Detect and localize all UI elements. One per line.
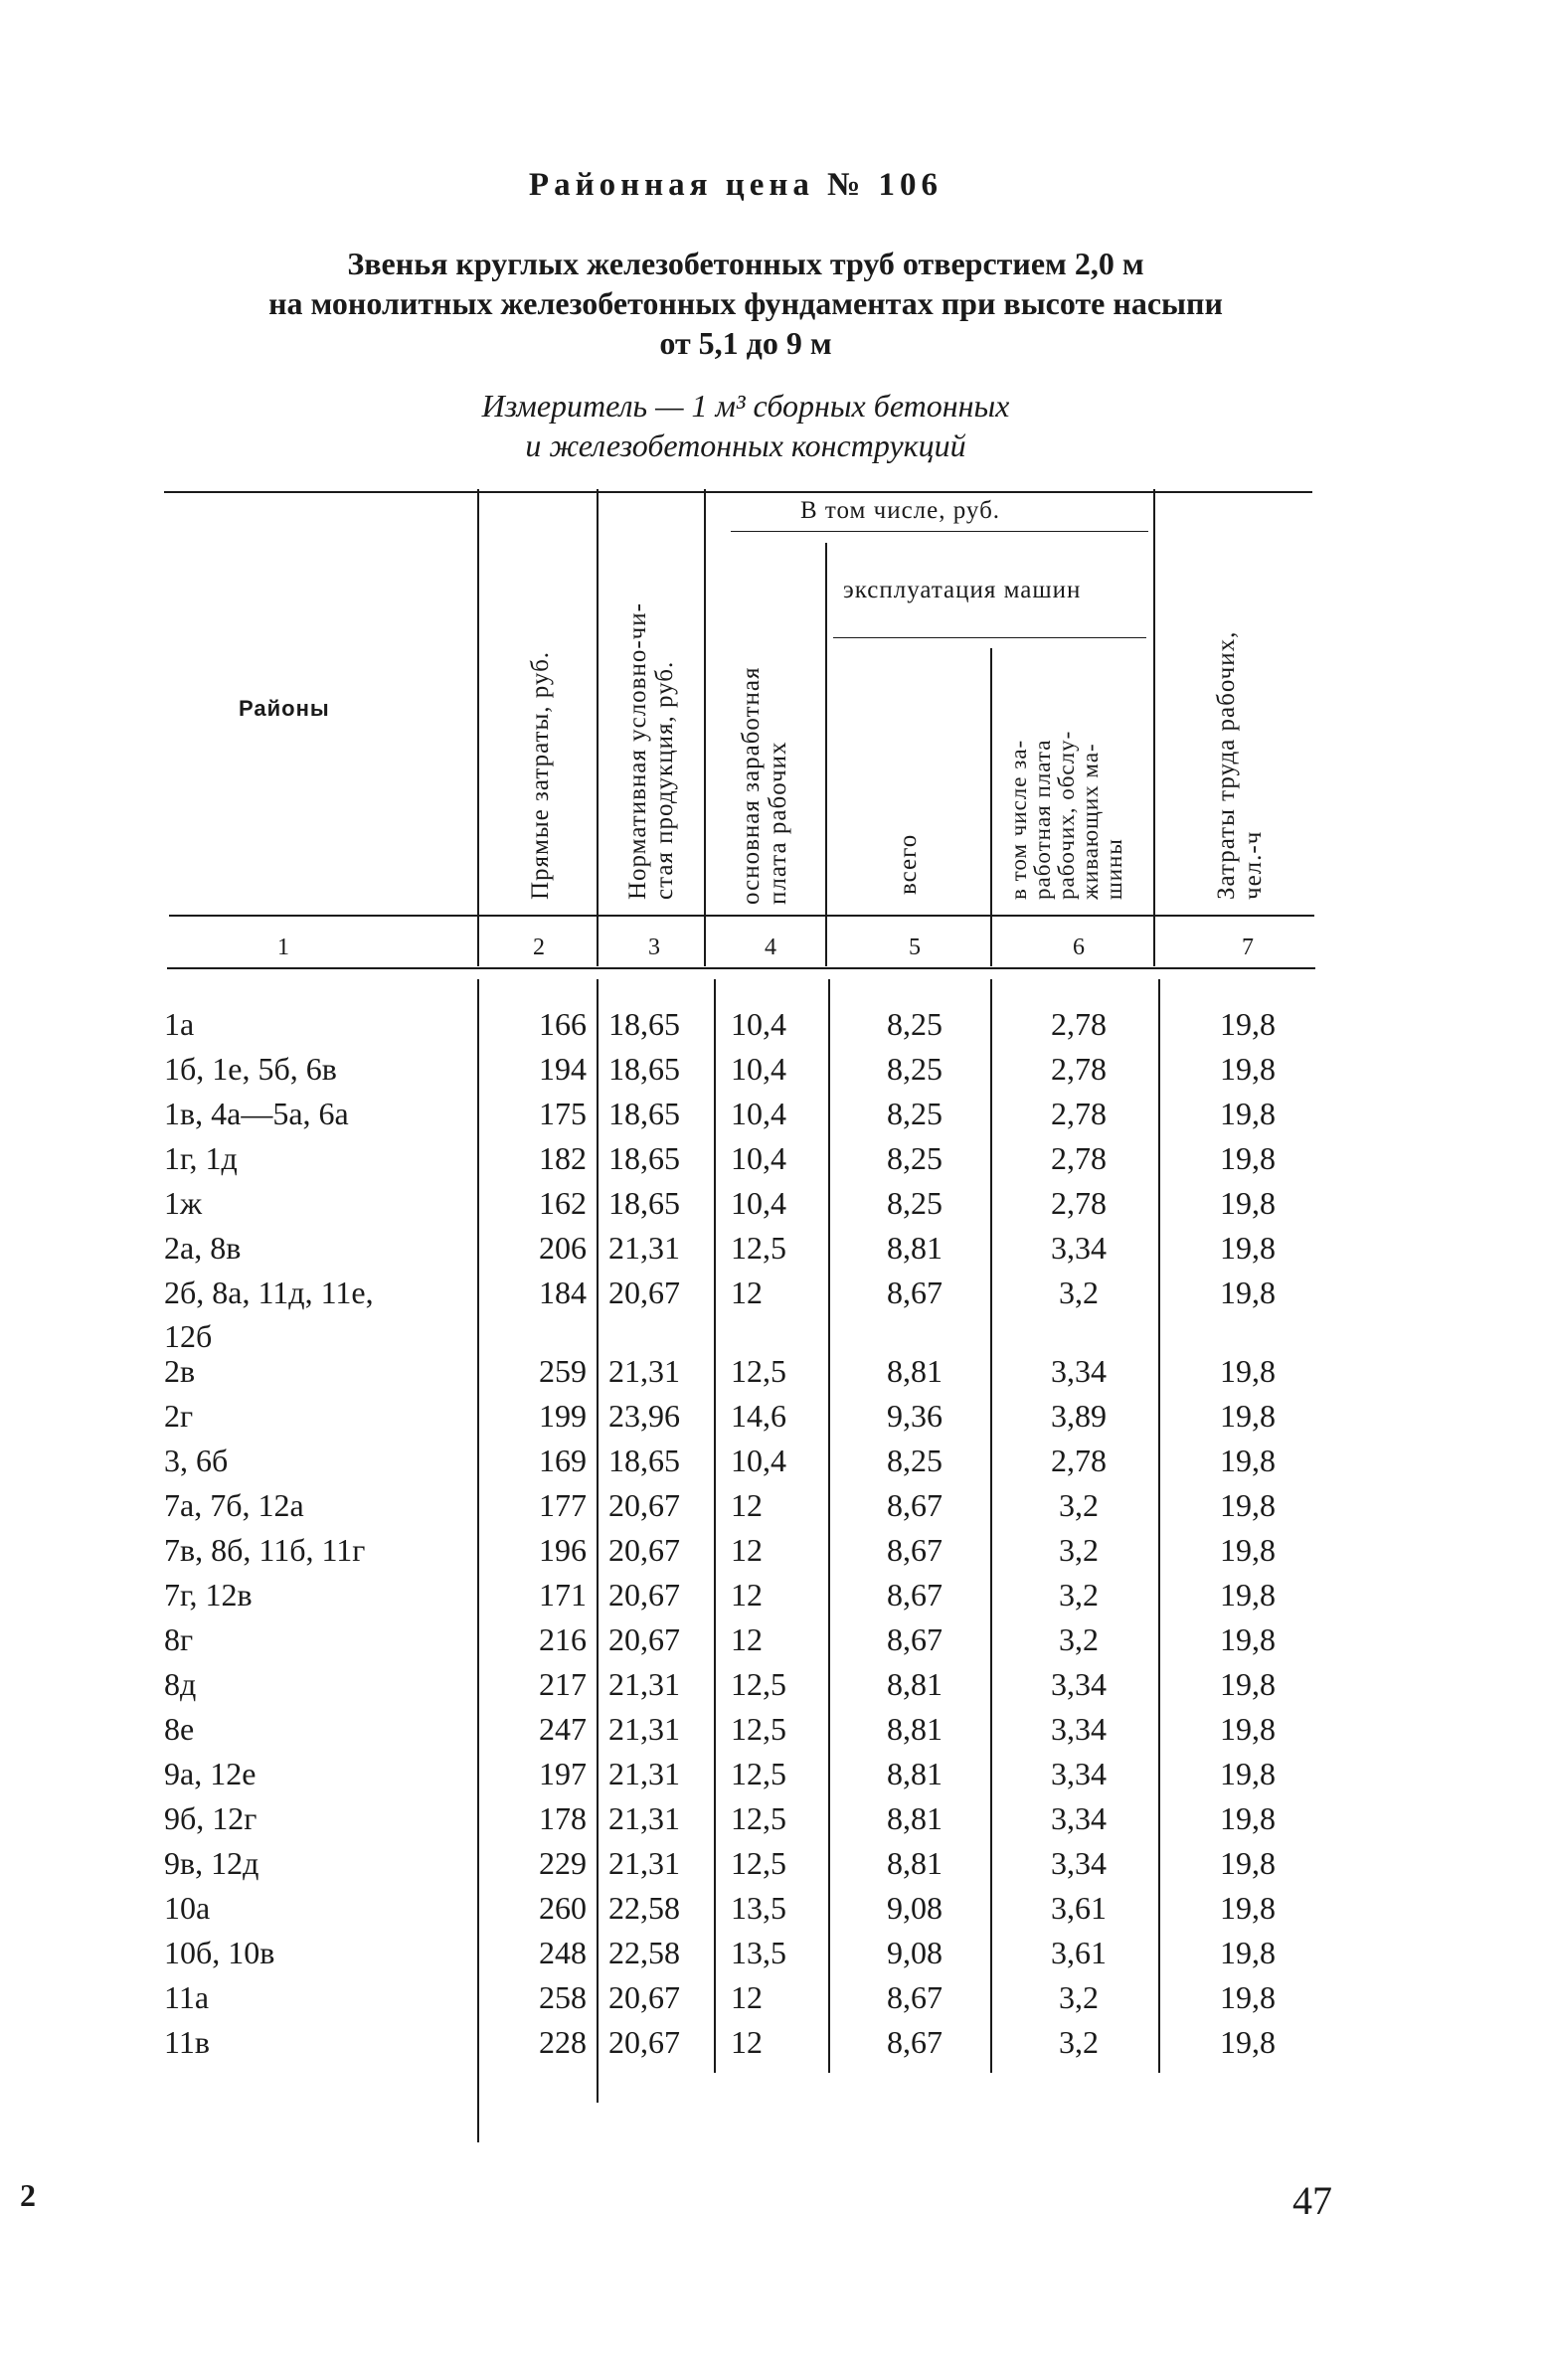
cell-base-wage: 10,4	[731, 1443, 786, 1478]
cell-region: 11а	[164, 1979, 210, 2015]
cell-labor: 19,8	[1220, 1398, 1276, 1434]
cell-region: 1б, 1е, 5б, 6в	[164, 1051, 337, 1087]
table-subtitle	[149, 244, 1342, 363]
unit-of-measure	[298, 386, 1193, 465]
cell-machine-total: 8,67	[887, 1532, 943, 1568]
cell-base-wage: 12,5	[731, 1845, 786, 1881]
col-number: 3	[648, 935, 660, 960]
cell-machine-wage: 3,2	[1059, 1487, 1099, 1523]
cell-machine-total: 9,08	[887, 1890, 943, 1926]
cell-net-output: 22,58	[608, 1935, 680, 1970]
cell-machine-total: 8,25	[887, 1140, 943, 1176]
cell-labor: 19,8	[1220, 1935, 1276, 1970]
cell-base-wage: 10,4	[731, 1185, 786, 1221]
table-row	[0, 1226, 1544, 1270]
cell-machine-wage: 3,2	[1059, 1621, 1099, 1657]
cell-direct-costs: 206	[539, 1230, 587, 1266]
cell-net-output: 18,65	[608, 1140, 680, 1176]
cell-net-output: 20,67	[608, 1621, 680, 1657]
header-top-rule	[164, 491, 1312, 493]
table-row	[0, 1528, 1544, 1572]
cell-region: 9б, 12г	[164, 1800, 257, 1836]
cell-base-wage: 14,6	[731, 1398, 786, 1434]
cell-machine-wage: 3,2	[1059, 1532, 1099, 1568]
cell-machine-total: 8,25	[887, 1443, 943, 1478]
cell-region: 8е	[164, 1711, 195, 1747]
table-row	[0, 1181, 1544, 1225]
col-number: 2	[533, 935, 545, 960]
cell-direct-costs: 229	[539, 1845, 587, 1881]
cell-base-wage: 12,5	[731, 1800, 786, 1836]
cell-machine-total: 8,81	[887, 1353, 943, 1389]
cell-base-wage: 12	[731, 1979, 763, 2015]
cell-region: 10а	[164, 1890, 211, 1926]
cell-direct-costs: 258	[539, 1979, 587, 2015]
cell-machine-total: 8,81	[887, 1711, 943, 1747]
cell-machine-wage: 3,34	[1051, 1353, 1107, 1389]
cell-machine-wage: 3,34	[1051, 1845, 1107, 1881]
cell-machine-total: 8,67	[887, 1275, 943, 1310]
cell-region: 1а	[164, 1006, 195, 1042]
table-row	[0, 2020, 1544, 2064]
cell-net-output: 18,65	[608, 1185, 680, 1221]
table-row	[0, 1617, 1544, 1661]
cell-base-wage: 12,5	[731, 1230, 786, 1266]
cell-labor: 19,8	[1220, 1275, 1276, 1310]
machine-ops-rule	[833, 637, 1146, 638]
cell-labor: 19,8	[1220, 1051, 1276, 1087]
table-row	[0, 1439, 1544, 1482]
cell-region: 11в	[164, 2024, 210, 2060]
cell-labor: 19,8	[1220, 1979, 1276, 2015]
col-number: 1	[277, 935, 289, 960]
cell-net-output: 20,67	[608, 1979, 680, 2015]
cell-base-wage: 12	[731, 1532, 763, 1568]
table-row	[0, 1707, 1544, 1751]
cell-base-wage: 10,4	[731, 1140, 786, 1176]
cell-labor: 19,8	[1220, 1890, 1276, 1926]
cell-machine-wage: 2,78	[1051, 1051, 1107, 1087]
cell-base-wage: 10,4	[731, 1006, 786, 1042]
cell-direct-costs: 194	[539, 1051, 587, 1087]
cell-net-output: 21,31	[608, 1800, 680, 1836]
cell-machine-wage: 2,78	[1051, 1140, 1107, 1176]
cell-machine-wage: 3,34	[1051, 1711, 1107, 1747]
cell-region: 2б, 8а, 11д, 11е,	[164, 1275, 374, 1310]
cell-region: 2а, 8в	[164, 1230, 242, 1266]
cell-labor: 19,8	[1220, 1140, 1276, 1176]
header-machine-total: всего	[895, 833, 922, 895]
cell-machine-total: 8,25	[887, 1006, 943, 1042]
cell-machine-wage: 3,34	[1051, 1666, 1107, 1702]
cell-region: 3, 6б	[164, 1443, 229, 1478]
cell-region: 7г, 12в	[164, 1577, 253, 1613]
col-divider	[825, 543, 827, 966]
table-row	[0, 1002, 1544, 1046]
table-row	[0, 1931, 1544, 1974]
cell-base-wage: 12,5	[731, 1756, 786, 1791]
including-rule	[731, 531, 1148, 532]
header-bottom-rule	[169, 915, 1314, 917]
cell-direct-costs: 199	[539, 1398, 587, 1434]
cell-net-output: 18,65	[608, 1096, 680, 1131]
cell-machine-wage: 3,61	[1051, 1935, 1107, 1970]
header-machine-wage: в том числе за- работная плата рабочих, обслу- живающих ма- шины	[1006, 730, 1126, 900]
cell-machine-wage: 3,61	[1051, 1890, 1107, 1926]
cell-region: 10б, 10в	[164, 1935, 275, 1970]
cell-net-output: 21,31	[608, 1353, 680, 1389]
header-net-output: Нормативная условно-чи- стая продукция, руб.	[624, 602, 678, 900]
cell-region: 1в, 4а—5а, 6а	[164, 1096, 349, 1131]
cell-net-output: 18,65	[608, 1006, 680, 1042]
subtitle-line: на монолитных железобетонных фундаментах при высоте насыпи	[268, 285, 1223, 321]
cell-machine-total: 8,67	[887, 1979, 943, 2015]
cell-net-output: 21,31	[608, 1845, 680, 1881]
cell-region: 1ж	[164, 1185, 203, 1221]
cell-direct-costs: 175	[539, 1096, 587, 1131]
cell-machine-wage: 3,89	[1051, 1398, 1107, 1434]
cell-machine-wage: 3,34	[1051, 1800, 1107, 1836]
cell-labor: 19,8	[1220, 1666, 1276, 1702]
cell-labor: 19,8	[1220, 1800, 1276, 1836]
cell-direct-costs: 171	[539, 1577, 587, 1613]
cell-net-output: 20,67	[608, 1532, 680, 1568]
table-row	[0, 1841, 1544, 1885]
col-divider	[597, 489, 599, 966]
meter-line: и железобетонных конструкций	[525, 427, 966, 463]
cell-machine-total: 8,67	[887, 1621, 943, 1657]
cell-region: 8г	[164, 1621, 194, 1657]
cell-direct-costs: 217	[539, 1666, 587, 1702]
page-number: 47	[1292, 2178, 1332, 2223]
cell-machine-total: 8,67	[887, 1577, 943, 1613]
table-row	[0, 1483, 1544, 1527]
cell-machine-total: 8,25	[887, 1051, 943, 1087]
cell-machine-total: 8,81	[887, 1845, 943, 1881]
table-row	[0, 1796, 1544, 1840]
cell-direct-costs: 196	[539, 1532, 587, 1568]
col-number: 4	[765, 935, 776, 960]
subtitle-line: Звенья круглых железобетонных труб отверстием 2,0 м	[347, 246, 1144, 281]
cell-direct-costs: 169	[539, 1443, 587, 1478]
table-row	[0, 1975, 1544, 2019]
cell-net-output: 20,67	[608, 2024, 680, 2060]
cell-direct-costs: 247	[539, 1711, 587, 1747]
cell-machine-total: 8,81	[887, 1666, 943, 1702]
cell-machine-total: 8,67	[887, 1487, 943, 1523]
col-number: 5	[909, 935, 921, 960]
col-number: 6	[1073, 935, 1085, 960]
cell-machine-wage: 3,2	[1059, 1979, 1099, 2015]
table-row	[0, 1752, 1544, 1795]
cell-direct-costs: 259	[539, 1353, 587, 1389]
cell-direct-costs: 166	[539, 1006, 587, 1042]
cell-direct-costs: 248	[539, 1935, 587, 1970]
cell-machine-wage: 3,2	[1059, 2024, 1099, 2060]
cell-net-output: 21,31	[608, 1711, 680, 1747]
cell-labor: 19,8	[1220, 1443, 1276, 1478]
cell-base-wage: 12	[731, 2024, 763, 2060]
cell-base-wage: 13,5	[731, 1935, 786, 1970]
cell-region: 8д	[164, 1666, 197, 1702]
cell-direct-costs: 228	[539, 2024, 587, 2060]
table-row	[0, 1394, 1544, 1438]
cell-net-output: 20,67	[608, 1487, 680, 1523]
cell-direct-costs: 216	[539, 1621, 587, 1657]
cell-base-wage: 12	[731, 1275, 763, 1310]
cell-labor: 19,8	[1220, 1096, 1276, 1131]
table-row	[0, 1349, 1544, 1393]
cell-region: 2в	[164, 1353, 196, 1389]
cell-machine-total: 9,08	[887, 1935, 943, 1970]
cell-base-wage: 12	[731, 1621, 763, 1657]
cell-base-wage: 12,5	[731, 1711, 786, 1747]
cell-machine-wage: 2,78	[1051, 1096, 1107, 1131]
cell-net-output: 21,31	[608, 1756, 680, 1791]
col-number: 7	[1242, 935, 1254, 960]
table-row	[0, 1136, 1544, 1180]
cell-base-wage: 12	[731, 1487, 763, 1523]
cell-machine-wage: 2,78	[1051, 1006, 1107, 1042]
table-row	[0, 1886, 1544, 1930]
cell-base-wage: 10,4	[731, 1051, 786, 1087]
cell-net-output: 23,96	[608, 1398, 680, 1434]
cell-direct-costs: 182	[539, 1140, 587, 1176]
table-row	[0, 1047, 1544, 1091]
table-row	[0, 1573, 1544, 1616]
header-regions: Районы	[239, 696, 330, 721]
cell-net-output: 20,67	[608, 1577, 680, 1613]
page-title: Районная цена № 106	[528, 167, 944, 203]
cell-net-output: 21,31	[608, 1666, 680, 1702]
cell-machine-total: 8,81	[887, 1230, 943, 1266]
cell-region: 1г, 1д	[164, 1140, 238, 1176]
cell-net-output: 20,67	[608, 1275, 680, 1310]
header-labor: Затраты труда рабочих, чел.-ч	[1213, 630, 1267, 900]
cell-region-continued: 12б	[164, 1318, 213, 1354]
cell-labor: 19,8	[1220, 1230, 1276, 1266]
subtitle-line: от 5,1 до 9 м	[659, 325, 832, 361]
cell-labor: 19,8	[1220, 1756, 1276, 1791]
cell-labor: 19,8	[1220, 1532, 1276, 1568]
cell-region: 7а, 7б, 12а	[164, 1487, 304, 1523]
cell-region: 7в, 8б, 11б, 11г	[164, 1532, 366, 1568]
cell-machine-total: 8,67	[887, 2024, 943, 2060]
cell-direct-costs: 197	[539, 1756, 587, 1791]
col-divider	[477, 489, 479, 966]
cell-machine-wage: 2,78	[1051, 1185, 1107, 1221]
cell-labor: 19,8	[1220, 1711, 1276, 1747]
cell-base-wage: 12,5	[731, 1666, 786, 1702]
cell-machine-total: 8,81	[887, 1756, 943, 1791]
colnum-bottom-rule	[167, 967, 1315, 969]
cell-machine-wage: 3,34	[1051, 1756, 1107, 1791]
col-divider	[704, 489, 706, 966]
cell-region: 9в, 12д	[164, 1845, 259, 1881]
header-including: В том числе, руб.	[800, 497, 1001, 524]
col-divider	[990, 648, 992, 966]
cell-base-wage: 10,4	[731, 1096, 786, 1131]
cell-labor: 19,8	[1220, 1487, 1276, 1523]
margin-mark: 2	[20, 2177, 36, 2213]
cell-machine-wage: 3,34	[1051, 1230, 1107, 1266]
table-row	[0, 1662, 1544, 1706]
cell-region: 2г	[164, 1398, 194, 1434]
cell-net-output: 18,65	[608, 1051, 680, 1087]
cell-base-wage: 13,5	[731, 1890, 786, 1926]
cell-machine-total: 9,36	[887, 1398, 943, 1434]
table-row	[0, 1092, 1544, 1135]
cell-base-wage: 12,5	[731, 1353, 786, 1389]
cell-labor: 19,8	[1220, 1577, 1276, 1613]
cell-direct-costs: 184	[539, 1275, 587, 1310]
cell-labor: 19,8	[1220, 1845, 1276, 1881]
cell-machine-wage: 3,2	[1059, 1577, 1099, 1613]
cell-machine-total: 8,25	[887, 1096, 943, 1131]
cell-direct-costs: 178	[539, 1800, 587, 1836]
cell-net-output: 22,58	[608, 1890, 680, 1926]
header-direct-costs: Прямые затраты, руб.	[527, 650, 554, 900]
table-row	[0, 1271, 1544, 1358]
cell-labor: 19,8	[1220, 1185, 1276, 1221]
cell-base-wage: 12	[731, 1577, 763, 1613]
cell-direct-costs: 260	[539, 1890, 587, 1926]
cell-machine-total: 8,81	[887, 1800, 943, 1836]
cell-machine-wage: 3,2	[1059, 1275, 1099, 1310]
col-divider	[1153, 489, 1155, 966]
cell-labor: 19,8	[1220, 1006, 1276, 1042]
cell-labor: 19,8	[1220, 1353, 1276, 1389]
cell-labor: 19,8	[1220, 1621, 1276, 1657]
cell-direct-costs: 177	[539, 1487, 587, 1523]
header-machine-ops: эксплуатация машин	[843, 577, 1082, 603]
cell-net-output: 18,65	[608, 1443, 680, 1478]
meter-line: Измеритель — 1 м³ сборных бетонных	[481, 388, 1010, 424]
cell-direct-costs: 162	[539, 1185, 587, 1221]
cell-labor: 19,8	[1220, 2024, 1276, 2060]
cell-machine-wage: 2,78	[1051, 1443, 1107, 1478]
cell-net-output: 21,31	[608, 1230, 680, 1266]
cell-machine-total: 8,25	[887, 1185, 943, 1221]
cell-region: 9а, 12е	[164, 1756, 257, 1791]
header-base-wage: основная заработная плата рабочих	[738, 666, 791, 905]
